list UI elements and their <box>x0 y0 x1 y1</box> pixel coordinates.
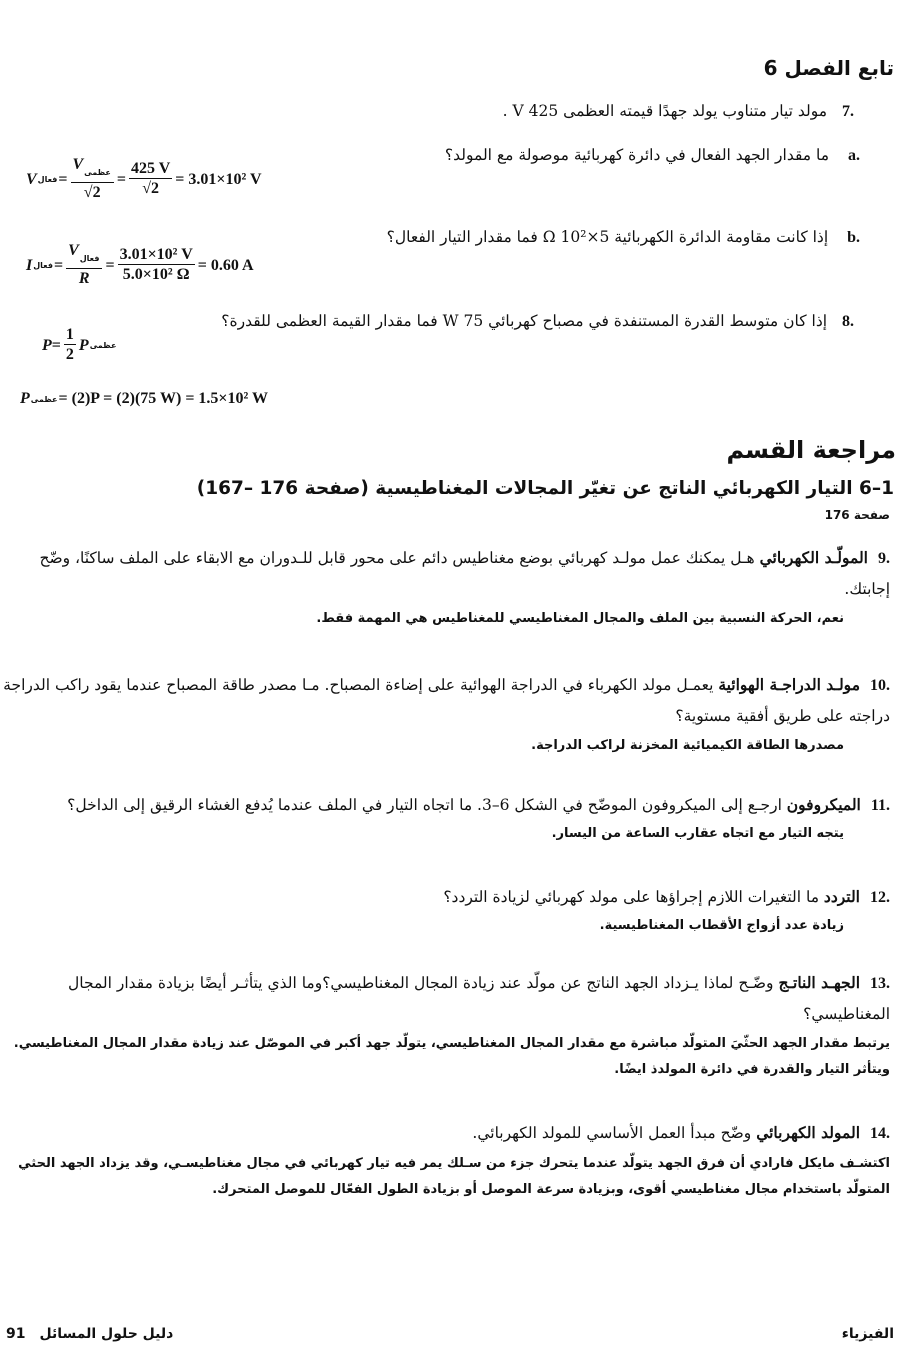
question-text: ارجـع إلى الميكروفون الموضّح في الشكل 6–3. ما اتجاه التيار في الملف عندما يُدفع الغشاء الرقيق إلى الداخل؟ <box>67 796 787 814</box>
eq-result: 3.01×10² V <box>188 170 262 188</box>
question-term: المولد الكهربائي <box>756 1123 860 1142</box>
question-term: التردد <box>823 887 860 906</box>
question-text: إذا كان متوسط القدرة المستنفدة في مصباح كهربائي 75 W فما مقدار القيمة العظمى للقدرة؟ <box>221 312 828 330</box>
equation-power-half: P = $\frac{1}{2}$ P عظمى <box>42 326 117 363</box>
eq-rhs: (2)P = (2)(75 W) = 1.5×10² W <box>71 390 269 407</box>
answer-text: زيادة عدد أزواج الأقطاب المغناطيسية. <box>599 918 844 933</box>
part-text: إذا كانت مقاومة الدائرة الكهربائية 5×10² Ω فما مقدار التيار الفعال؟ <box>386 228 829 246</box>
fraction-values-num: 425 V <box>131 160 171 177</box>
question-text: ما التغيرات اللازم إجراؤها على مولد كهربائي لزيادة التردد؟ <box>443 888 824 906</box>
question-11 <box>0 790 890 847</box>
fraction-values-num: 3.01×10² V <box>119 246 193 263</box>
answer-text: يتجه التيار مع اتجاه عقارب الساعة من اليسار. <box>551 826 844 841</box>
question-12 <box>0 882 890 939</box>
page-reference: صفحة 176 <box>824 508 890 522</box>
question-text: يعمـل مولد الكهرباء في الدراجة الهوائية على إضاءة المصباح. مـا مصدر طاقة المصباح عندما يقود راكب الدراجة دراجته على طريق أفقية مستوية؟ <box>3 676 890 725</box>
question-10 <box>0 670 890 759</box>
question-term: الجهـد الناتـج <box>778 973 860 992</box>
fraction-values-den: √2 <box>142 180 160 197</box>
eq-var: P <box>78 336 89 354</box>
fraction-num: V <box>72 156 84 173</box>
page-number: 91 <box>6 1326 26 1342</box>
eq-lhs: P <box>20 390 30 407</box>
question-7 <box>254 96 854 127</box>
question-number: .13 <box>870 975 890 992</box>
answer-text: نعم، الحركة النسبية بين الملف والمجال المغناطيسي للمغناطيس هي المهمة فقط. <box>316 611 844 626</box>
question-term: الميكروفون <box>786 795 861 814</box>
question-text: وضّـح لماذا يـزداد الجهد الناتج عن مولّد عند زيادة المجال المغناطيسي؟وما الذي يتأثـر أيضًا بزيادة مقدار المجال المغناطيسي؟ <box>67 974 890 1023</box>
fraction-num-sub: فعال <box>79 254 100 263</box>
question-text: هـل يمكنك عمل مولـد كهربائي بوضع مغناطيس دائم على محور قابل للـدوران مع الابقاء على الملف ساكنًا، وضّح إجابتك. <box>39 549 890 598</box>
fraction-num: V <box>68 242 79 259</box>
question-number: .7 <box>842 103 854 120</box>
eq-lhs-sub: عظمى <box>30 394 58 404</box>
fraction-values-den: 5.0×10² Ω <box>122 266 190 283</box>
question-number: .8 <box>842 313 854 330</box>
part-label: .a <box>848 147 860 164</box>
question-number: .12 <box>870 889 890 906</box>
fraction-den: 2 <box>65 346 74 363</box>
question-term: المولّـد الكهربائي <box>759 548 868 567</box>
question-text: وضّح مبدأ العمل الأساسي للمولد الكهربائي. <box>472 1124 757 1142</box>
fraction-den: √2 <box>83 184 101 201</box>
eq-lhs: P <box>42 336 52 354</box>
eq-lhs: I <box>26 256 33 274</box>
question-7b <box>260 222 860 253</box>
section-review-title: مراجعة القسم <box>726 436 896 464</box>
fraction-den: R <box>78 270 90 287</box>
footer-guide <box>6 1326 173 1342</box>
fraction-values <box>129 160 172 199</box>
question-8 <box>154 306 854 337</box>
fraction-num: 1 <box>65 326 74 343</box>
fraction <box>64 326 76 365</box>
fraction-num-sub: عظمى <box>84 168 111 177</box>
question-7a <box>260 140 860 171</box>
fraction <box>66 242 102 289</box>
answer-text: يرتبط مقدار الجهد الحثّيَ المتولّد مباشرة مع مقدار المجال المغناطيسي، يتولّد جهد أكبر في الموصّل عند زيادة مقدار المجال المغناطيسي. ويتأثر التيار والقدرة في دائرة المولدذ ايضًا. <box>13 1036 890 1077</box>
part-label: .b <box>847 229 860 246</box>
answer-text: مصدرها الطاقة الكيميائية المخزنة لراكب الدراجة. <box>531 738 844 753</box>
guide-title: دليل حلول المسائل <box>39 1326 174 1342</box>
question-9 <box>0 543 890 632</box>
eq-lhs-sub: فعال <box>33 261 53 270</box>
equation-effective-current: I فعال = $\frac{V_{فعال}}{R}$ = $\frac{\text{3.01×10² V}}{\text{5.0×10² Ω}}$ = 0.60 A <box>26 242 254 287</box>
question-text: مولد تيار متناوب يولد جهدًا قيمته العظمى 425 V . <box>502 102 828 120</box>
question-number: .10 <box>870 677 890 694</box>
question-number: .14 <box>870 1125 890 1142</box>
eq-lhs-sub: فعال <box>37 175 58 184</box>
question-number: .11 <box>870 797 890 814</box>
equation-effective-voltage: V فعال = $\frac{V_{عظمى}}{√2}$ = $\frac{425 V}{√2}$ = 3.01×10² V <box>26 156 262 201</box>
section-review-subtitle: 1–6 التيار الكهربائي الناتج عن تغيّر المجالات المغناطيسية (صفحة 176 –167) <box>196 478 894 499</box>
question-14 <box>0 1118 890 1203</box>
question-number: .9 <box>878 550 890 567</box>
eq-var-sub: عظمى <box>89 341 117 350</box>
fraction <box>71 156 114 203</box>
question-term: مولـد الدراجـة الهوائية <box>718 675 860 694</box>
chapter-title: تابع الفصل 6 <box>763 56 894 80</box>
answer-text: اكتشـف مايكل فارادي أن فرق الجهد يتولّد عندما يتحرك جزء من سـلك يمر فيه تيار كهربائي في مجال مغناطيسـي، وقد يزداد الجهد الحثي المتولّد باستخدام مجال مغناطيسي أقوى، وبزيادة سرعة الموصل أو بزيادة الطول الفعّال للموصل المتحرك. <box>18 1156 890 1197</box>
fraction-values <box>118 246 195 285</box>
eq-result: 0.60 A <box>210 256 254 274</box>
question-13 <box>0 968 890 1083</box>
eq-lhs: V <box>26 170 37 188</box>
equation-power-max: P عظمى = (2)P = (2)(75 W) = 1.5×10² W <box>20 390 269 407</box>
part-text: ما مقدار الجهد الفعال في دائرة كهربائية موصولة مع المولد؟ <box>444 146 830 164</box>
footer-subject: الفيزياء <box>841 1326 894 1342</box>
